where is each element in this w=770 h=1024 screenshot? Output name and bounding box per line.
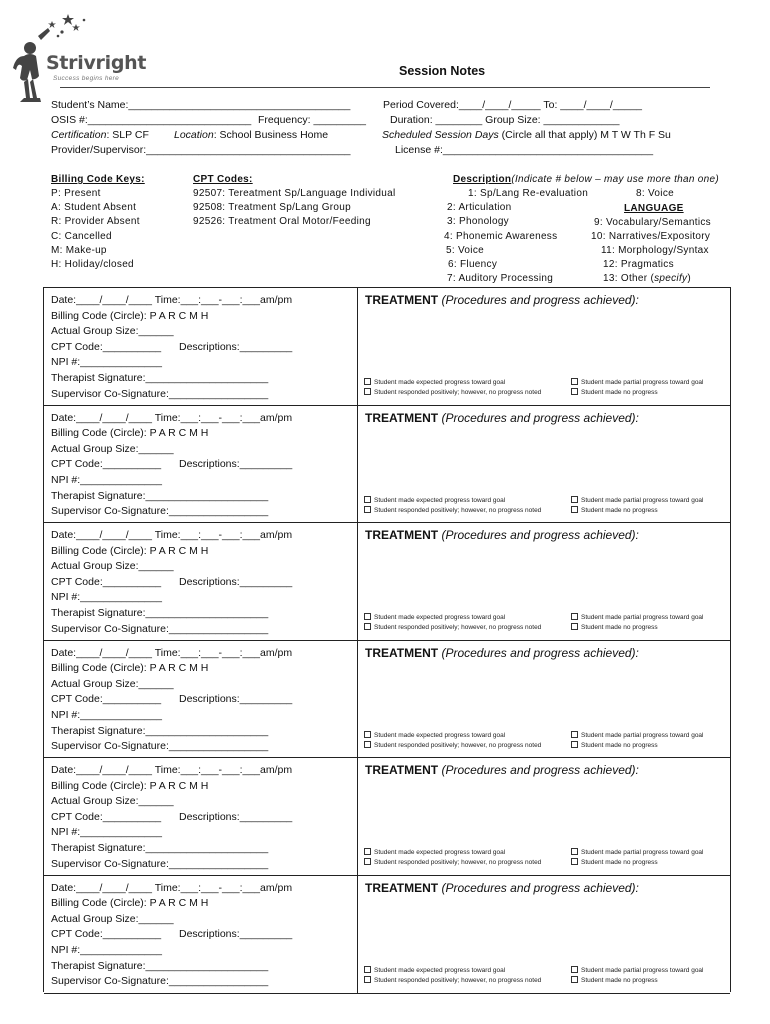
progress-checkbox-label: Student made expected progress toward goal bbox=[374, 379, 506, 386]
progress-checkbox-label: Student made no progress bbox=[581, 859, 658, 866]
session-group-size-field[interactable]: Actual Group Size:______ bbox=[51, 677, 174, 690]
session-supervisor-signature-field[interactable]: Supervisor Co-Signature:_________________ bbox=[51, 975, 269, 988]
checkbox-icon bbox=[571, 378, 578, 385]
title-rule bbox=[60, 87, 710, 88]
description-item: 2: Articulation bbox=[447, 202, 512, 214]
session-therapist-signature-field[interactable]: Therapist Signature:_____________________ bbox=[51, 607, 269, 619]
treatment-label: TREATMENT bbox=[365, 645, 439, 660]
session-divider bbox=[357, 876, 358, 993]
progress-checkbox-label: Student made expected progress toward goal bbox=[374, 849, 506, 856]
progress-checkbox[interactable] bbox=[571, 976, 658, 984]
session-therapist-signature-field[interactable]: Therapist Signature:_____________________ bbox=[51, 724, 269, 737]
checkbox-icon bbox=[364, 613, 371, 620]
progress-checkbox-label: Student made no progress bbox=[581, 389, 658, 396]
session-divider bbox=[357, 641, 358, 758]
progress-checkbox-label: Student made partial progress toward goal bbox=[581, 849, 704, 856]
session-billing-code-field[interactable]: Billing Code (Circle): P A R C M H bbox=[51, 544, 209, 557]
session-row bbox=[44, 875, 730, 994]
checkbox-icon bbox=[571, 741, 578, 748]
session-billing-code-field[interactable]: Billing Code (Circle): P A R C M H bbox=[51, 779, 209, 792]
progress-checkbox-label: Student made partial progress toward goal bbox=[581, 379, 704, 386]
session-group-size-field[interactable]: Actual Group Size:______ bbox=[51, 442, 174, 455]
billing-key-item: P: Present bbox=[51, 188, 101, 199]
progress-checkbox[interactable] bbox=[364, 966, 505, 974]
description-item: 10: Narratives/Expository bbox=[591, 231, 711, 242]
billing-key-item: H: Holiday/closed bbox=[51, 259, 134, 270]
session-therapist-signature-field[interactable]: Therapist Signature:_____________________ bbox=[51, 959, 269, 972]
billing-key-item: R: Provider Absent bbox=[51, 216, 140, 228]
checkbox-icon bbox=[571, 858, 578, 865]
session-date-time-field[interactable]: Date:____/____/____ Time:___:___-___:___am/pm bbox=[51, 411, 293, 424]
session-cpt-code-field[interactable]: CPT Code:__________ bbox=[51, 928, 162, 941]
progress-checkbox[interactable] bbox=[364, 613, 505, 621]
treatment-label: TREATMENT bbox=[365, 528, 439, 542]
checkbox-icon bbox=[364, 378, 371, 385]
session-divider bbox=[357, 523, 358, 640]
session-row bbox=[44, 287, 730, 405]
description-item: 12: Pragmatics bbox=[603, 259, 674, 270]
cpt-codes-heading: CPT Codes: bbox=[193, 174, 253, 185]
treatment-heading[interactable] bbox=[365, 763, 639, 777]
session-group-size-field[interactable]: Actual Group Size:______ bbox=[51, 912, 174, 925]
checkbox-icon bbox=[571, 623, 578, 630]
session-date-time-field[interactable]: Date:____/____/____ Time:___:___-___:___am/pm bbox=[51, 764, 293, 776]
session-date-time-field[interactable]: Date:____/____/____ Time:___:___-___:___am/pm bbox=[51, 881, 293, 894]
billing-key-item: C: Cancelled bbox=[51, 230, 112, 242]
session-row bbox=[44, 640, 730, 758]
session-npi-field[interactable]: NPI #:______________ bbox=[51, 826, 162, 839]
session-therapist-signature-field[interactable]: Therapist Signature:_____________________ bbox=[51, 489, 269, 502]
checkbox-icon bbox=[571, 506, 578, 513]
treatment-label: TREATMENT bbox=[365, 763, 439, 777]
treatment-note: (Procedures and progress achieved): bbox=[438, 410, 639, 425]
treatment-note: (Procedures and progress achieved): bbox=[438, 293, 639, 307]
scheduled-days-line[interactable] bbox=[382, 129, 671, 141]
session-group-size-field[interactable]: Actual Group Size:______ bbox=[51, 325, 174, 338]
session-descriptions-field[interactable]: Descriptions:_________ bbox=[179, 810, 293, 823]
progress-checkbox-label: Student responded positively; however, no progress noted bbox=[374, 741, 542, 749]
description-note: (Indicate # below – may use more than one) bbox=[511, 174, 720, 185]
checkbox-icon bbox=[364, 496, 371, 503]
brand-tagline: Success begins here bbox=[53, 75, 120, 82]
session-divider bbox=[357, 288, 358, 405]
session-supervisor-signature-field[interactable]: Supervisor Co-Signature:_________________ bbox=[51, 387, 269, 400]
progress-checkbox-label: Student responded positively; however, no progress noted bbox=[374, 976, 542, 984]
progress-checkbox[interactable] bbox=[571, 623, 658, 631]
location-value: : School Business Home bbox=[213, 129, 329, 141]
treatment-heading[interactable] bbox=[365, 646, 639, 660]
progress-checkbox[interactable] bbox=[364, 496, 505, 504]
session-divider bbox=[357, 406, 358, 523]
session-row bbox=[44, 405, 730, 523]
treatment-label: TREATMENT bbox=[365, 293, 439, 307]
session-descriptions-field[interactable]: Descriptions:_________ bbox=[179, 458, 293, 471]
session-group-size-field[interactable]: Actual Group Size:______ bbox=[51, 560, 174, 573]
progress-checkbox-label: Student made partial progress toward goal bbox=[581, 966, 704, 974]
checkbox-icon bbox=[571, 966, 578, 973]
progress-checkbox-label: Student made expected progress toward goal bbox=[374, 731, 506, 739]
checkbox-icon bbox=[364, 506, 371, 513]
scheduled-label: Scheduled Session Days bbox=[382, 129, 499, 141]
progress-checkbox-label: Student made expected progress toward goal bbox=[374, 496, 506, 504]
description-item: 5: Voice bbox=[446, 244, 484, 256]
other-suffix: ) bbox=[687, 273, 691, 284]
progress-checkbox[interactable] bbox=[364, 378, 505, 386]
checkbox-icon bbox=[364, 731, 371, 738]
duration-group-field[interactable]: Duration: ________ Group Size: _____________ bbox=[390, 114, 620, 126]
checkbox-icon bbox=[364, 741, 371, 748]
description-item: 6: Fluency bbox=[448, 259, 498, 270]
description-other bbox=[603, 273, 691, 284]
progress-checkbox[interactable] bbox=[571, 731, 704, 739]
cpt-code-item: 92526: Treatment Oral Motor/Feeding bbox=[193, 216, 371, 228]
treatment-label: TREATMENT bbox=[365, 410, 439, 425]
progress-checkbox-label: Student made no progress bbox=[581, 624, 658, 631]
treatment-heading[interactable] bbox=[365, 881, 639, 895]
session-cpt-code-field[interactable]: CPT Code:__________ bbox=[51, 340, 162, 353]
description-item: 9: Vocabulary/Semantics bbox=[594, 216, 711, 228]
osis-field[interactable]: OSIS #:____________________________ bbox=[51, 114, 252, 126]
session-npi-field[interactable]: NPI #:______________ bbox=[51, 708, 162, 721]
scheduled-value: (Circle all that apply) M T W Th F Su bbox=[498, 129, 671, 141]
checkbox-icon bbox=[571, 848, 578, 855]
description-item: 8: Voice bbox=[636, 188, 674, 199]
billing-key-item: A: Student Absent bbox=[51, 202, 137, 214]
progress-checkbox-label: Student responded positively; however, no progress noted bbox=[374, 624, 542, 631]
session-cpt-code-field[interactable]: CPT Code:__________ bbox=[51, 693, 162, 706]
progress-checkbox-label: Student made partial progress toward goal bbox=[581, 731, 704, 739]
session-grid bbox=[43, 287, 731, 992]
treatment-heading[interactable] bbox=[365, 411, 639, 425]
description-item: 11: Morphology/Syntax bbox=[601, 245, 709, 256]
session-row bbox=[44, 757, 730, 875]
language-heading: LANGUAGE bbox=[624, 203, 684, 214]
treatment-heading[interactable] bbox=[365, 528, 639, 542]
description-heading: Description bbox=[453, 174, 512, 185]
progress-checkbox[interactable] bbox=[571, 378, 704, 386]
session-date-time-field[interactable]: Date:____/____/____ Time:___:___-___:___am/pm bbox=[51, 646, 293, 659]
session-cpt-code-field[interactable]: CPT Code:__________ bbox=[51, 575, 162, 588]
progress-checkbox-label: Student made expected progress toward goal bbox=[374, 966, 506, 974]
description-heading-line bbox=[453, 174, 719, 185]
description-item: 7: Auditory Processing bbox=[447, 273, 554, 285]
progress-checkbox[interactable] bbox=[571, 848, 704, 856]
session-row bbox=[44, 522, 730, 640]
session-supervisor-signature-field[interactable]: Supervisor Co-Signature:_________________ bbox=[51, 857, 269, 870]
progress-checkbox[interactable] bbox=[571, 966, 704, 974]
cpt-code-item: 92508: Treatment Sp/Lang Group bbox=[193, 202, 351, 214]
frequency-field[interactable]: Frequency: _________ bbox=[258, 114, 366, 126]
certification-value: : SLP CF bbox=[106, 129, 149, 141]
period-covered-field[interactable]: Period Covered:____/____/_____ To: ____/____/_____ bbox=[383, 99, 643, 111]
checkbox-icon bbox=[364, 858, 371, 865]
session-descriptions-field[interactable]: Descriptions:_________ bbox=[179, 928, 293, 941]
checkbox-icon bbox=[364, 388, 371, 395]
session-npi-field[interactable]: NPI #:______________ bbox=[51, 473, 162, 486]
checkbox-icon bbox=[364, 623, 371, 630]
checkbox-icon bbox=[364, 848, 371, 855]
session-billing-code-field[interactable]: Billing Code (Circle): P A R C M H bbox=[51, 897, 209, 910]
progress-checkbox-label: Student made partial progress toward goal bbox=[581, 496, 704, 504]
treatment-note: (Procedures and progress achieved): bbox=[438, 763, 639, 777]
progress-checkbox[interactable] bbox=[364, 848, 505, 856]
treatment-note: (Procedures and progress achieved): bbox=[438, 645, 639, 660]
session-descriptions-field[interactable]: Descriptions:_________ bbox=[179, 575, 293, 588]
session-npi-field[interactable]: NPI #:______________ bbox=[51, 943, 162, 956]
checkbox-icon bbox=[571, 613, 578, 620]
progress-checkbox-label: Student made expected progress toward goal bbox=[374, 614, 506, 621]
session-supervisor-signature-field[interactable]: Supervisor Co-Signature:_________________ bbox=[51, 622, 269, 635]
student-name-field[interactable]: Student’s Name:______________________________________ bbox=[51, 99, 351, 111]
session-cpt-code-field[interactable]: CPT Code:__________ bbox=[51, 458, 162, 471]
progress-checkbox[interactable] bbox=[571, 506, 658, 514]
progress-checkbox-label: Student made partial progress toward goal bbox=[581, 614, 704, 621]
session-supervisor-signature-field[interactable]: Supervisor Co-Signature:_________________ bbox=[51, 740, 269, 753]
session-billing-code-field[interactable]: Billing Code (Circle): P A R C M H bbox=[51, 427, 209, 440]
session-divider bbox=[357, 758, 358, 875]
checkbox-icon bbox=[571, 388, 578, 395]
description-item: 4: Phonemic Awareness bbox=[444, 230, 558, 242]
cpt-code-item: 92507: Tereatment Sp/Language Individual bbox=[193, 188, 396, 199]
page-title: Session Notes bbox=[399, 64, 486, 78]
other-specify: specify bbox=[654, 273, 688, 284]
license-field[interactable]: License #:____________________________________ bbox=[395, 144, 654, 156]
billing-key-item: M: Make-up bbox=[51, 244, 107, 256]
checkbox-icon bbox=[364, 976, 371, 983]
checkbox-icon bbox=[364, 966, 371, 973]
progress-checkbox[interactable] bbox=[364, 731, 505, 739]
location-line[interactable] bbox=[174, 129, 328, 141]
session-therapist-signature-field[interactable]: Therapist Signature:_____________________ bbox=[51, 372, 269, 384]
progress-checkbox[interactable] bbox=[364, 976, 541, 984]
progress-checkbox-label: Student made no progress bbox=[581, 506, 658, 514]
progress-checkbox[interactable] bbox=[364, 741, 541, 749]
session-descriptions-field[interactable]: Descriptions:_________ bbox=[179, 340, 293, 353]
session-date-time-field[interactable]: Date:____/____/____ Time:___:___-___:___am/pm bbox=[51, 529, 293, 541]
treatment-note: (Procedures and progress achieved): bbox=[438, 528, 639, 542]
progress-checkbox[interactable] bbox=[571, 741, 658, 749]
progress-checkbox[interactable] bbox=[571, 496, 704, 504]
session-npi-field[interactable]: NPI #:______________ bbox=[51, 356, 162, 369]
progress-checkbox[interactable] bbox=[571, 858, 658, 866]
progress-checkbox[interactable] bbox=[571, 388, 658, 396]
progress-checkbox[interactable] bbox=[364, 388, 541, 396]
other-prefix: 13: Other ( bbox=[603, 273, 655, 284]
checkbox-icon bbox=[571, 496, 578, 503]
checkbox-icon bbox=[571, 976, 578, 983]
treatment-heading[interactable] bbox=[365, 293, 639, 307]
checkbox-icon bbox=[571, 731, 578, 738]
progress-checkbox[interactable] bbox=[571, 613, 704, 621]
certification-label: Certification bbox=[51, 129, 107, 141]
progress-checkbox-label: Student made no progress bbox=[581, 976, 658, 984]
session-date-time-field[interactable]: Date:____/____/____ Time:___:___-___:___am/pm bbox=[51, 294, 293, 306]
brand-name: Strivright bbox=[46, 52, 147, 74]
progress-checkbox[interactable] bbox=[364, 858, 541, 866]
location-label: Location bbox=[174, 129, 214, 141]
session-descriptions-field[interactable]: Descriptions:_________ bbox=[179, 693, 293, 706]
progress-checkbox-label: Student made no progress bbox=[581, 741, 658, 749]
session-therapist-signature-field[interactable]: Therapist Signature:_____________________ bbox=[51, 842, 269, 854]
progress-checkbox-label: Student responded positively; however, no progress noted bbox=[374, 389, 542, 396]
session-supervisor-signature-field[interactable]: Supervisor Co-Signature:_________________ bbox=[51, 505, 269, 518]
provider-supervisor-field[interactable]: Provider/Supervisor:___________________________________ bbox=[51, 144, 351, 156]
treatment-label: TREATMENT bbox=[365, 880, 439, 895]
description-item: 3: Phonology bbox=[447, 216, 509, 228]
session-billing-code-field[interactable]: Billing Code (Circle): P A R C M H bbox=[51, 662, 209, 675]
treatment-note: (Procedures and progress achieved): bbox=[438, 880, 639, 895]
session-billing-code-field[interactable]: Billing Code (Circle): P A R C M H bbox=[51, 309, 209, 322]
session-group-size-field[interactable]: Actual Group Size:______ bbox=[51, 795, 174, 808]
progress-checkbox[interactable] bbox=[364, 506, 541, 514]
session-npi-field[interactable]: NPI #:______________ bbox=[51, 591, 162, 604]
progress-checkbox-label: Student responded positively; however, no progress noted bbox=[374, 859, 542, 866]
certification-line bbox=[51, 129, 149, 141]
progress-checkbox[interactable] bbox=[364, 623, 541, 631]
description-item: 1: Sp/Lang Re-evaluation bbox=[468, 188, 589, 199]
billing-keys-heading: Billing Code Keys: bbox=[51, 174, 145, 185]
progress-checkbox-label: Student responded positively; however, no progress noted bbox=[374, 506, 542, 514]
session-cpt-code-field[interactable]: CPT Code:__________ bbox=[51, 810, 162, 823]
